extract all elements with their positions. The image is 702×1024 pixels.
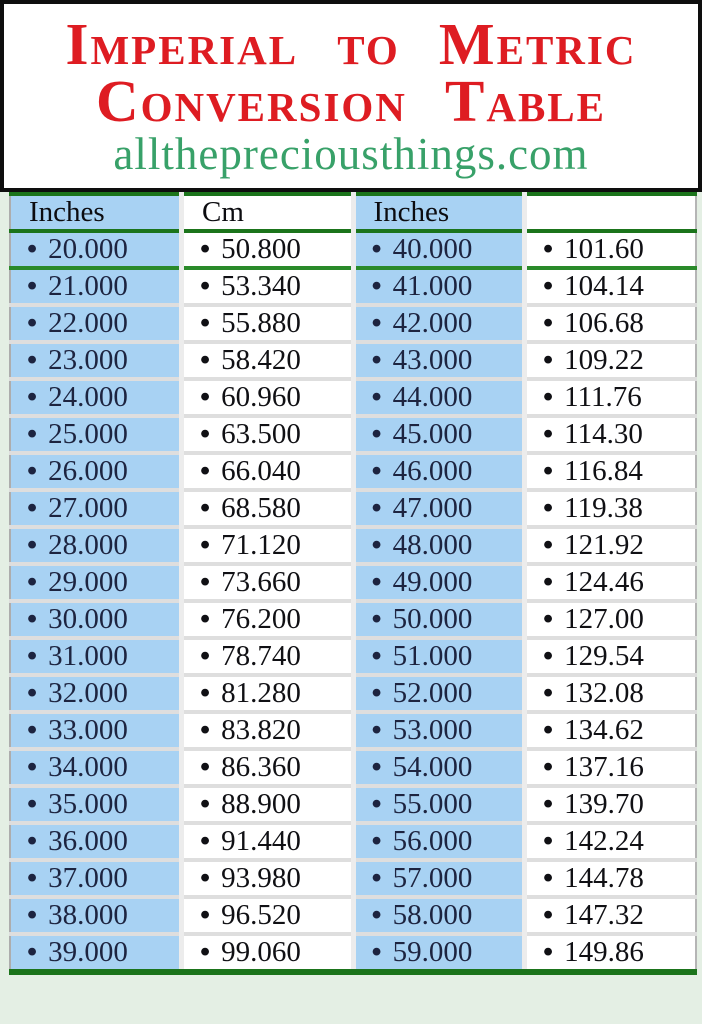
bullet-icon: • (371, 307, 382, 339)
cell-value: 58.000 (392, 899, 473, 931)
cell-value: 52.000 (392, 677, 473, 709)
bullet-icon: • (200, 862, 211, 894)
inches-cell (353, 527, 525, 564)
bullet-icon: • (200, 418, 211, 450)
cm-cell (525, 231, 697, 268)
cell-value: 33.000 (48, 714, 128, 746)
table-row (10, 268, 696, 305)
cm-cell (525, 342, 697, 379)
cm-cell (525, 453, 697, 490)
inches-cell (353, 860, 525, 897)
cell-value: 20.000 (48, 233, 128, 265)
inches-cell (10, 379, 182, 416)
bullet-icon: • (543, 936, 554, 968)
bullet-icon: • (543, 751, 554, 783)
cm-cell (525, 564, 697, 601)
cm-cell (182, 675, 354, 712)
header-row (10, 194, 696, 231)
bullet-icon: • (27, 640, 38, 672)
bullet-icon: • (371, 381, 382, 413)
table-row (10, 564, 696, 601)
bullet-icon: • (371, 566, 382, 598)
inches-cell (353, 453, 525, 490)
cell-value: 40.000 (392, 233, 473, 265)
table-row (10, 897, 696, 934)
bullet-icon: • (371, 862, 382, 894)
inches-cell (353, 934, 525, 972)
cm-cell (525, 490, 697, 527)
cm-cell (182, 342, 354, 379)
cell-value: 127.00 (564, 603, 644, 635)
cell-value: 53.000 (392, 714, 473, 746)
bullet-icon: • (543, 899, 554, 931)
bullet-icon: • (371, 936, 382, 968)
cell-value: 63.500 (221, 418, 301, 450)
cell-value: 114.30 (564, 418, 643, 450)
cell-value: 149.86 (564, 936, 644, 968)
table-row (10, 934, 696, 972)
inches-cell (10, 934, 182, 972)
cell-value: 26.000 (48, 455, 128, 487)
cell-value: 34.000 (48, 751, 128, 783)
inches-cell (10, 675, 182, 712)
bullet-icon: • (200, 344, 211, 376)
bullet-icon: • (543, 344, 554, 376)
cell-value: 48.000 (392, 529, 473, 561)
title-line-2: Conversion Table (95, 68, 607, 134)
header-box (0, 0, 702, 192)
cell-value: 22.000 (48, 307, 128, 339)
bullet-icon: • (200, 603, 211, 635)
inches-cell (10, 897, 182, 934)
bullet-icon: • (200, 788, 211, 820)
cm-cell (182, 564, 354, 601)
cm-cell (182, 231, 354, 268)
bullet-icon: • (27, 825, 38, 857)
cell-value: 99.060 (221, 936, 301, 968)
bullet-icon: • (371, 751, 382, 783)
inches-cell (10, 564, 182, 601)
inches-cell (10, 490, 182, 527)
bullet-icon: • (543, 677, 554, 709)
cm-cell (182, 638, 354, 675)
cell-value: 28.000 (48, 529, 128, 561)
inches-cell (353, 786, 525, 823)
bullet-icon: • (371, 492, 382, 524)
cell-value: 38.000 (48, 899, 128, 931)
table-row (10, 231, 696, 268)
bullet-icon: • (27, 936, 38, 968)
bullet-icon: • (543, 418, 554, 450)
cell-value: 58.420 (221, 344, 301, 376)
cm-cell (525, 527, 697, 564)
bullet-icon: • (543, 455, 554, 487)
cell-value: 29.000 (48, 566, 128, 598)
bullet-icon: • (27, 270, 38, 302)
bullet-icon: • (543, 714, 554, 746)
cell-value: 73.660 (221, 566, 301, 598)
cm-cell (182, 786, 354, 823)
cell-value: 109.22 (564, 344, 644, 376)
cell-value: 55.880 (221, 307, 301, 339)
cell-value: 91.440 (221, 825, 301, 857)
bullet-icon: • (27, 529, 38, 561)
bullet-icon: • (27, 677, 38, 709)
inches-cell (10, 453, 182, 490)
bullet-icon: • (543, 307, 554, 339)
cell-value: 55.000 (392, 788, 473, 820)
bullet-icon: • (27, 307, 38, 339)
bullet-icon: • (27, 418, 38, 450)
table-row (10, 527, 696, 564)
cell-value: 47.000 (392, 492, 473, 524)
inches-cell (10, 712, 182, 749)
bullet-icon: • (371, 788, 382, 820)
bullet-icon: • (200, 307, 211, 339)
inches-cell (10, 231, 182, 268)
cell-value: 116.84 (564, 455, 643, 487)
cell-value: 49.000 (392, 566, 473, 598)
cm-cell (182, 305, 354, 342)
bullet-icon: • (543, 529, 554, 561)
inches-cell (353, 712, 525, 749)
inches-cell (10, 860, 182, 897)
bullet-icon: • (200, 566, 211, 598)
cell-value: 39.000 (48, 936, 128, 968)
inches-cell (353, 305, 525, 342)
bullet-icon: • (27, 381, 38, 413)
cell-value: 45.000 (392, 418, 473, 450)
bullet-icon: • (200, 640, 211, 672)
cm-cell (525, 823, 697, 860)
cell-value: 50.000 (392, 603, 473, 635)
cm-cell (182, 453, 354, 490)
cell-value: 53.340 (221, 270, 301, 302)
cell-value: 147.32 (564, 899, 644, 931)
cell-value: 88.900 (221, 788, 301, 820)
inches-cell (353, 749, 525, 786)
cell-value: 96.520 (221, 899, 301, 931)
table-row (10, 712, 696, 749)
cell-value: 25.000 (48, 418, 128, 450)
cm-cell (182, 749, 354, 786)
inches-cell (353, 823, 525, 860)
cm-cell (182, 527, 354, 564)
cm-cell (525, 786, 697, 823)
cell-value: 44.000 (392, 381, 473, 413)
inches-cell (353, 675, 525, 712)
bullet-icon: • (200, 825, 211, 857)
bullet-icon: • (200, 492, 211, 524)
cell-value: 23.000 (48, 344, 128, 376)
cell-value: 121.92 (564, 529, 644, 561)
cell-value: 111.76 (564, 381, 642, 413)
cm-cell (182, 268, 354, 305)
bullet-icon: • (200, 270, 211, 302)
table-row (10, 786, 696, 823)
table-row (10, 305, 696, 342)
cm-cell (525, 675, 697, 712)
bullet-icon: • (543, 862, 554, 894)
cm-cell (182, 897, 354, 934)
inches-cell (353, 638, 525, 675)
table-row (10, 379, 696, 416)
bullet-icon: • (543, 381, 554, 413)
cell-value: 31.000 (48, 640, 128, 672)
cell-value: 21.000 (48, 270, 128, 302)
cm-cell (525, 416, 697, 453)
inches-cell (353, 897, 525, 934)
bullet-icon: • (543, 788, 554, 820)
cell-value: 134.62 (564, 714, 644, 746)
cell-value: 24.000 (48, 381, 128, 413)
bullet-icon: • (27, 455, 38, 487)
cell-value: 76.200 (221, 603, 301, 635)
cell-value: 32.000 (48, 677, 128, 709)
cell-value: 142.24 (564, 825, 644, 857)
bullet-icon: • (200, 455, 211, 487)
inches-cell (10, 638, 182, 675)
conversion-table-wrap (9, 192, 697, 975)
cm-cell (525, 379, 697, 416)
cm-cell (525, 749, 697, 786)
bullet-icon: • (371, 714, 382, 746)
cm-cell (182, 712, 354, 749)
cell-value: 124.46 (564, 566, 644, 598)
bullet-icon: • (200, 751, 211, 783)
bullet-icon: • (371, 899, 382, 931)
bullet-icon: • (371, 640, 382, 672)
inches-cell (353, 601, 525, 638)
bullet-icon: • (27, 788, 38, 820)
bullet-icon: • (371, 603, 382, 635)
cell-value: 132.08 (564, 677, 644, 709)
cell-value: 37.000 (48, 862, 128, 894)
cm-cell (182, 416, 354, 453)
table-row (10, 490, 696, 527)
cell-value: 57.000 (392, 862, 473, 894)
bullet-icon: • (371, 233, 382, 265)
bullet-icon: • (200, 936, 211, 968)
inches-cell (10, 786, 182, 823)
cell-value: 71.120 (221, 529, 301, 561)
cell-value: 68.580 (221, 492, 301, 524)
inches-cell (10, 823, 182, 860)
bullet-icon: • (200, 677, 211, 709)
bullet-icon: • (543, 566, 554, 598)
cell-value: 139.70 (564, 788, 644, 820)
bullet-icon: • (371, 825, 382, 857)
bullet-icon: • (27, 233, 38, 265)
cell-value: 50.800 (221, 233, 301, 265)
bullet-icon: • (543, 233, 554, 265)
inches-cell (10, 342, 182, 379)
bullet-icon: • (200, 899, 211, 931)
cell-value: 106.68 (564, 307, 644, 339)
inches-cell (10, 416, 182, 453)
bullet-icon: • (200, 381, 211, 413)
bullet-icon: • (371, 455, 382, 487)
table-row (10, 823, 696, 860)
bullet-icon: • (27, 862, 38, 894)
inches-cell (10, 268, 182, 305)
cell-value: 43.000 (392, 344, 473, 376)
col-header-cm-left: Cm (182, 194, 354, 231)
cm-cell (525, 712, 697, 749)
cell-value: 81.280 (221, 677, 301, 709)
bullet-icon: • (200, 714, 211, 746)
cell-value: 46.000 (392, 455, 473, 487)
cell-value: 54.000 (392, 751, 473, 783)
cell-value: 101.60 (564, 233, 644, 265)
cell-value: 137.16 (564, 751, 644, 783)
inches-cell (10, 601, 182, 638)
conversion-table (9, 192, 697, 975)
bullet-icon: • (200, 233, 211, 265)
cell-value: 119.38 (564, 492, 643, 524)
bullet-icon: • (27, 566, 38, 598)
table-row (10, 638, 696, 675)
bullet-icon: • (27, 344, 38, 376)
cell-value: 35.000 (48, 788, 128, 820)
cell-value: 129.54 (564, 640, 644, 672)
cm-cell (525, 268, 697, 305)
cell-value: 42.000 (392, 307, 473, 339)
cm-cell (182, 601, 354, 638)
bullet-icon: • (27, 714, 38, 746)
col-header-inches-right: Inches (353, 194, 525, 231)
cell-value: 104.14 (564, 270, 644, 302)
cm-cell (182, 934, 354, 972)
bullet-icon: • (371, 270, 382, 302)
cm-cell (525, 897, 697, 934)
table-body (10, 231, 696, 972)
cell-value: 78.740 (221, 640, 301, 672)
bullet-icon: • (371, 529, 382, 561)
bullet-icon: • (27, 492, 38, 524)
cm-cell (525, 638, 697, 675)
inches-cell (353, 231, 525, 268)
inches-cell (353, 268, 525, 305)
bullet-icon: • (371, 418, 382, 450)
table-row (10, 416, 696, 453)
inches-cell (353, 342, 525, 379)
cm-cell (525, 934, 697, 972)
inches-cell (353, 490, 525, 527)
cell-value: 93.980 (221, 862, 301, 894)
cm-cell (525, 860, 697, 897)
inches-cell (353, 564, 525, 601)
cm-cell (525, 305, 697, 342)
cell-value: 56.000 (392, 825, 473, 857)
cell-value: 66.040 (221, 455, 301, 487)
bullet-icon: • (543, 825, 554, 857)
cm-cell (182, 490, 354, 527)
bullet-icon: • (371, 677, 382, 709)
cell-value: 30.000 (48, 603, 128, 635)
cm-cell (182, 379, 354, 416)
bullet-icon: • (543, 492, 554, 524)
col-header-cm-right (525, 194, 697, 231)
cell-value: 51.000 (392, 640, 473, 672)
website-url: allthepreciousthings.com (113, 129, 589, 179)
cm-cell (182, 823, 354, 860)
cell-value: 60.960 (221, 381, 301, 413)
bullet-icon: • (543, 640, 554, 672)
cell-value: 27.000 (48, 492, 128, 524)
cell-value: 144.78 (564, 862, 644, 894)
cell-value: 36.000 (48, 825, 128, 857)
cm-cell (182, 860, 354, 897)
inches-cell (353, 416, 525, 453)
cm-cell (525, 601, 697, 638)
bullet-icon: • (200, 529, 211, 561)
bullet-icon: • (27, 899, 38, 931)
cell-value: 59.000 (392, 936, 473, 968)
bullet-icon: • (543, 270, 554, 302)
col-header-inches-left: Inches (10, 194, 182, 231)
bullet-icon: • (371, 344, 382, 376)
inches-cell (10, 749, 182, 786)
bullet-icon: • (27, 751, 38, 783)
title-line-1: Imperial to Metric (65, 11, 637, 77)
cell-value: 86.360 (221, 751, 301, 783)
bullet-icon: • (27, 603, 38, 635)
inches-cell (10, 305, 182, 342)
inches-cell (10, 527, 182, 564)
table-row (10, 453, 696, 490)
table-row (10, 675, 696, 712)
table-row (10, 749, 696, 786)
bullet-icon: • (543, 603, 554, 635)
table-row (10, 601, 696, 638)
cell-value: 83.820 (221, 714, 301, 746)
table-row (10, 342, 696, 379)
table-row (10, 860, 696, 897)
inches-cell (353, 379, 525, 416)
table-head (10, 194, 696, 231)
cell-value: 41.000 (392, 270, 473, 302)
